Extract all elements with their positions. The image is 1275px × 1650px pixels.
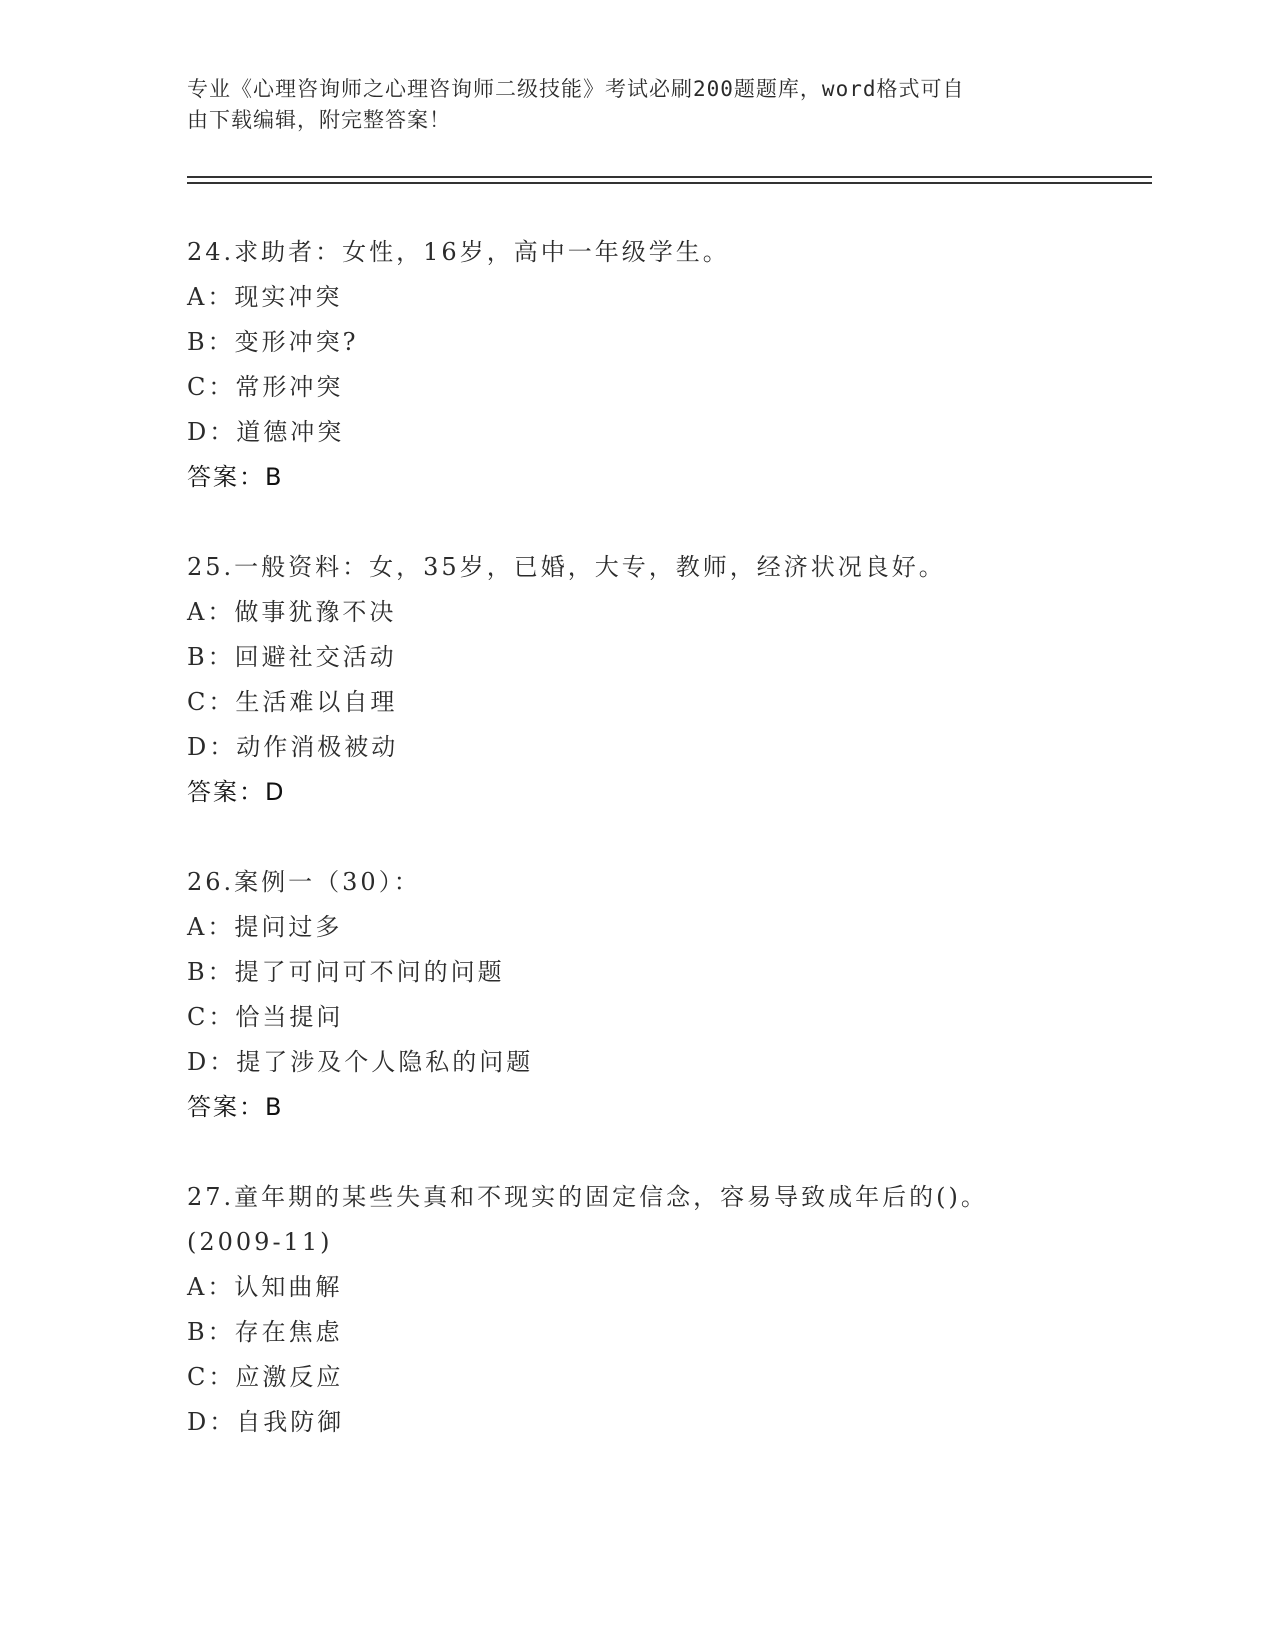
answer: 答案：B (187, 463, 284, 491)
document-header (187, 74, 1067, 136)
option-d: D：道德冲突 (187, 418, 345, 446)
question-stem: 25.一般资料：女，35岁，已婚，大专，教师，经济状况良好。 (187, 553, 946, 581)
header-line-1: 专业《心理咨询师之心理咨询师二级技能》考试必刷200题题库，word格式可自 (187, 77, 965, 101)
question-24 (187, 230, 1147, 500)
question-stem: 26.案例一（30）： (187, 868, 421, 896)
option-b: B：变形冲突? (187, 328, 359, 356)
question-stem: 24.求助者：女性，16岁，高中一年级学生。 (187, 238, 730, 266)
option-b: B：存在焦虑 (187, 1318, 343, 1346)
question-25 (187, 545, 1147, 815)
question-stem-continued: (2009-11) (187, 1228, 333, 1256)
option-a: A：现实冲突 (187, 283, 343, 311)
option-d: D：提了涉及个人隐私的问题 (187, 1048, 534, 1076)
header-divider-bottom (187, 182, 1152, 184)
option-c: C：恰当提问 (187, 1003, 344, 1031)
option-c: C：生活难以自理 (187, 688, 398, 716)
option-c: C：应激反应 (187, 1363, 344, 1391)
option-b: B：提了可问可不问的问题 (187, 958, 505, 986)
answer: 答案：D (187, 778, 286, 806)
option-a: A：做事犹豫不决 (187, 598, 397, 626)
header-line-2: 由下载编辑，附完整答案！ (187, 108, 451, 132)
option-a: A：提问过多 (187, 913, 343, 941)
answer: 答案：B (187, 1093, 284, 1121)
header-divider-top (187, 176, 1152, 178)
option-c: C：常形冲突 (187, 373, 344, 401)
option-d: D：动作消极被动 (187, 733, 399, 761)
option-a: A：认知曲解 (187, 1273, 343, 1301)
option-b: B：回避社交活动 (187, 643, 397, 671)
question-stem: 27.童年期的某些失真和不现实的固定信念，容易导致成年后的()。 (187, 1183, 988, 1211)
question-27 (187, 1175, 1147, 1445)
option-d: D：自我防御 (187, 1408, 345, 1436)
question-26 (187, 860, 1147, 1130)
